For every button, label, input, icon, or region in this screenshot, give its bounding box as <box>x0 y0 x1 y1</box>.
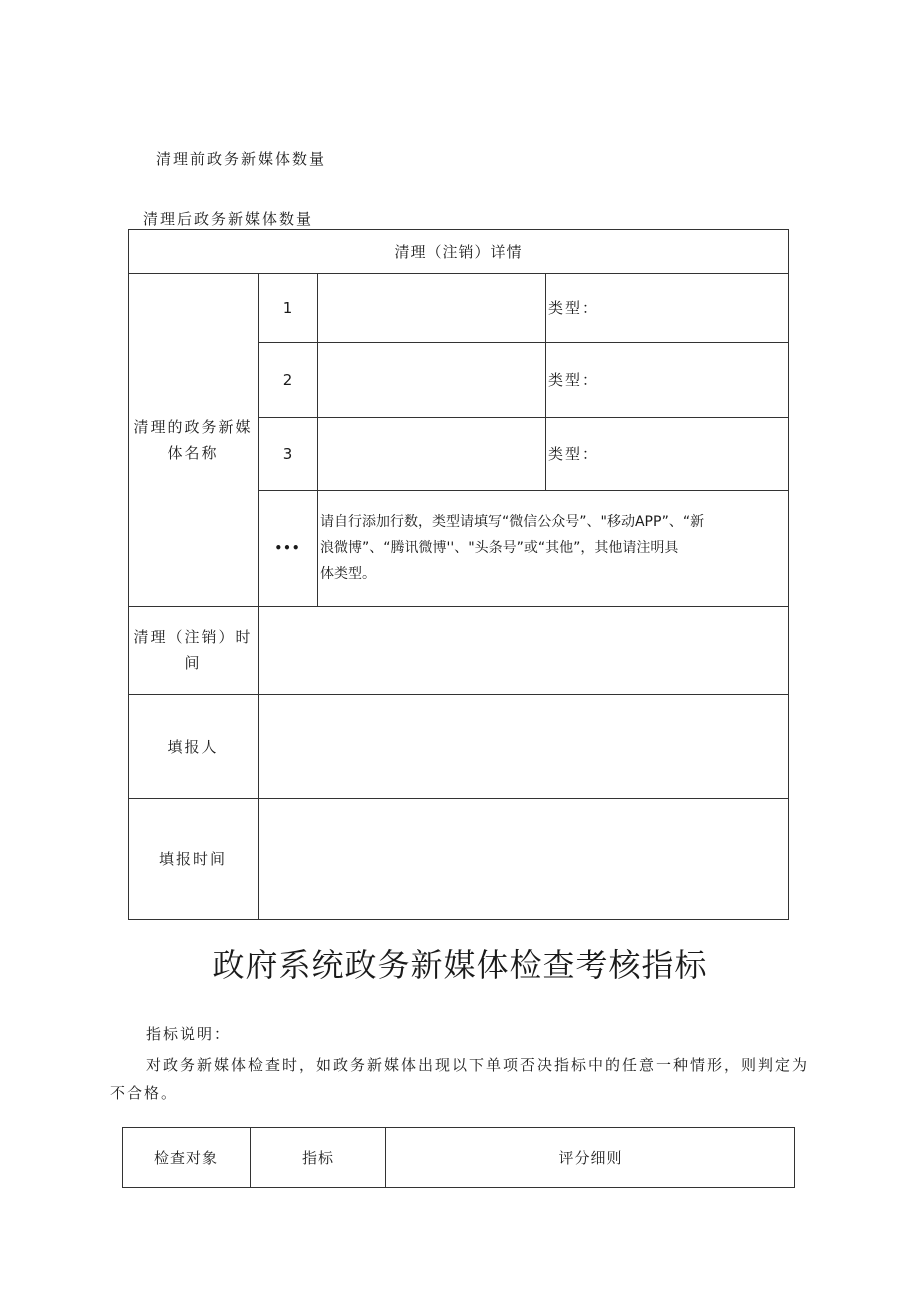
row-number: 1 <box>282 298 293 317</box>
before-count-label: 清理前政务新媒体数量 <box>156 150 327 168</box>
media-name-label <box>128 273 258 606</box>
more-rows-marker: ••• <box>274 541 301 555</box>
cleanup-time-label-line2: 间 <box>184 654 202 672</box>
row-number: 2 <box>282 370 293 389</box>
type-field[interactable]: 类型： <box>548 299 600 317</box>
media-name-input[interactable] <box>318 273 545 342</box>
reporter-label: 填报人 <box>167 737 219 756</box>
media-name-label-line1: 清理的政务新媒 <box>133 417 253 436</box>
media-name-label-line2: 体名称 <box>167 443 219 462</box>
header-indicator: 指标 <box>301 1149 334 1167</box>
note-line: 体类型。 <box>320 566 376 582</box>
report-time-label: 填报时间 <box>158 850 227 868</box>
cleanup-time-label <box>128 606 258 694</box>
type-field[interactable]: 类型： <box>548 445 600 463</box>
header-scoring-rules: 评分细则 <box>558 1149 623 1167</box>
row-number: 3 <box>282 444 293 463</box>
after-count-label: 清理后政务新媒体数量 <box>143 210 314 228</box>
type-field[interactable]: 类型： <box>548 371 600 389</box>
media-name-input[interactable] <box>318 342 545 417</box>
report-time-input[interactable] <box>259 798 789 919</box>
note-line: 请自行添加行数，类型请填写“微信公众号”、"移动APP”、“新 <box>320 514 705 530</box>
header-check-object: 检查对象 <box>153 1149 218 1167</box>
note-text-line: 不合格。 <box>110 1084 179 1102</box>
add-rows-note <box>318 490 789 606</box>
note-heading: 指标说明： <box>146 1025 232 1043</box>
section-title: 政府系统政务新媒体检查考核指标 <box>212 946 708 984</box>
details-header: 清理（注销）详情 <box>394 242 523 261</box>
media-name-input[interactable] <box>318 417 545 490</box>
cleanup-time-input[interactable] <box>259 606 789 694</box>
reporter-input[interactable] <box>259 694 789 798</box>
cleanup-time-label-line1: 清理（注销）时 <box>133 628 253 646</box>
note-text-line: 对政务新媒体检查时，如政务新媒体出现以下单项否决指标中的任意一种情形，则判定为 <box>146 1056 810 1074</box>
note-line: 浪微博”、“腾讯微博''、"头条号”或“其他”，其他请注明具 <box>320 540 679 556</box>
